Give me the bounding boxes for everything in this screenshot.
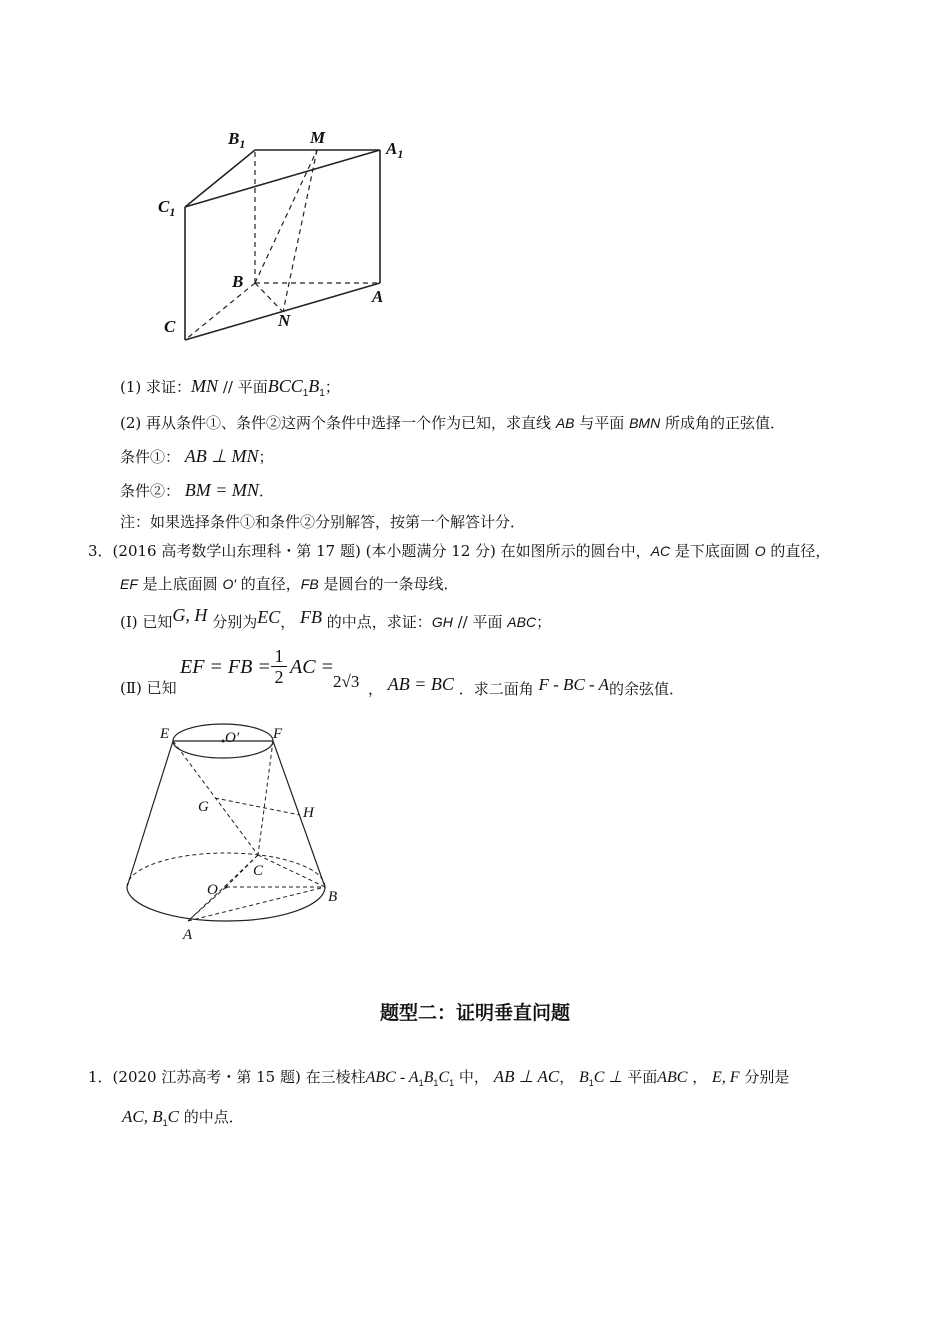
edge-C1A1 xyxy=(185,150,380,207)
svg-text:C: C xyxy=(164,317,176,336)
q3-fraction: 1 2 xyxy=(271,646,287,687)
q3-part2-eq: EF = FB = xyxy=(180,656,271,678)
bottom-circle-back xyxy=(127,853,325,887)
q3-part1: (Ⅰ) 已知G, H 分别为EC， FB 的中点，求证：GH // 平面 ABC； xyxy=(120,605,552,631)
frustum-figure xyxy=(110,715,360,950)
q3-line2: EF 是上底面圆 O′ 的直径，FB 是圆台的一条母线． xyxy=(120,575,459,593)
svg-text:N: N xyxy=(278,311,291,330)
svg-text:A1: $A_1$ xyxy=(386,139,404,161)
svg-text:O′: O′ xyxy=(225,730,240,746)
svg-text:A: A xyxy=(372,287,384,306)
svg-text:B1: $B_1$ xyxy=(228,129,246,151)
q3-part2-value: 2√3 xyxy=(333,672,360,691)
q2-note: 注：如果选择条件①和条件②分别解答，按第一个解答计分． xyxy=(120,513,526,531)
s1-line1: 1．(2020 江苏高考・第 15 题) 在三棱柱ABC - $A_1B_1C_1$ 中， AB ⊥ AC， $B_1C$ ⊥ 平面ABC ， E, F 分别是 xyxy=(88,1067,790,1088)
generatrix-right xyxy=(273,741,325,887)
bottom-circle-front xyxy=(127,887,325,921)
svg-text:H: H xyxy=(303,805,314,821)
section-title: 题型二：证明垂直问题 xyxy=(379,1002,570,1024)
segment-GH xyxy=(215,798,300,815)
q2-condition1: 条件①： AB ⊥ MN； xyxy=(120,446,274,466)
svg-text:O: O xyxy=(207,882,218,898)
segment-BM xyxy=(255,150,317,283)
svg-text:C: C xyxy=(253,863,264,879)
segment-MN xyxy=(283,150,317,312)
svg-text:B: B xyxy=(328,889,338,905)
q2-condition2: 条件②： BM = MN． xyxy=(120,480,274,500)
svg-text:B: B xyxy=(232,272,244,291)
segment-FC xyxy=(258,741,273,855)
q3-line1: 3．(2016 高考数学山东理科・第 17 题) (本小题满分 12 分) 在如图所示的圆台中，AC 是下底面圆 O 的直径， xyxy=(88,542,831,560)
edge-BC xyxy=(185,283,255,340)
segment-BN xyxy=(255,283,283,312)
edge-B1C1 xyxy=(185,150,255,207)
s1-line2: AC, $B_1C$ 的中点． xyxy=(122,1107,244,1128)
q3-part2-rest: ， AB = BC ．求二面角 F - BC - A的余弦值． xyxy=(368,674,685,698)
svg-text:F: F xyxy=(273,726,283,742)
svg-text:G: G xyxy=(198,799,209,815)
svg-text:E: E xyxy=(160,726,170,742)
q3-part2-AC: AC = xyxy=(290,656,335,678)
q2-part2: (2) 再从条件①、条件②这两个条件中选择一个作为已知，求直线 AB 与平面 BMN 所成角的正弦值． xyxy=(120,414,785,432)
svg-text:M: M xyxy=(310,128,326,147)
q3-part2-label: (Ⅱ) 已知 xyxy=(120,679,177,697)
svg-text:A: A xyxy=(183,927,193,943)
generatrix-left xyxy=(127,741,173,887)
svg-text:C1: $C_1$ xyxy=(158,197,176,219)
q2-part1: (1) 求证：MN // 平面$BCC_1B_1$； xyxy=(120,376,340,399)
prism-figure xyxy=(150,120,430,350)
